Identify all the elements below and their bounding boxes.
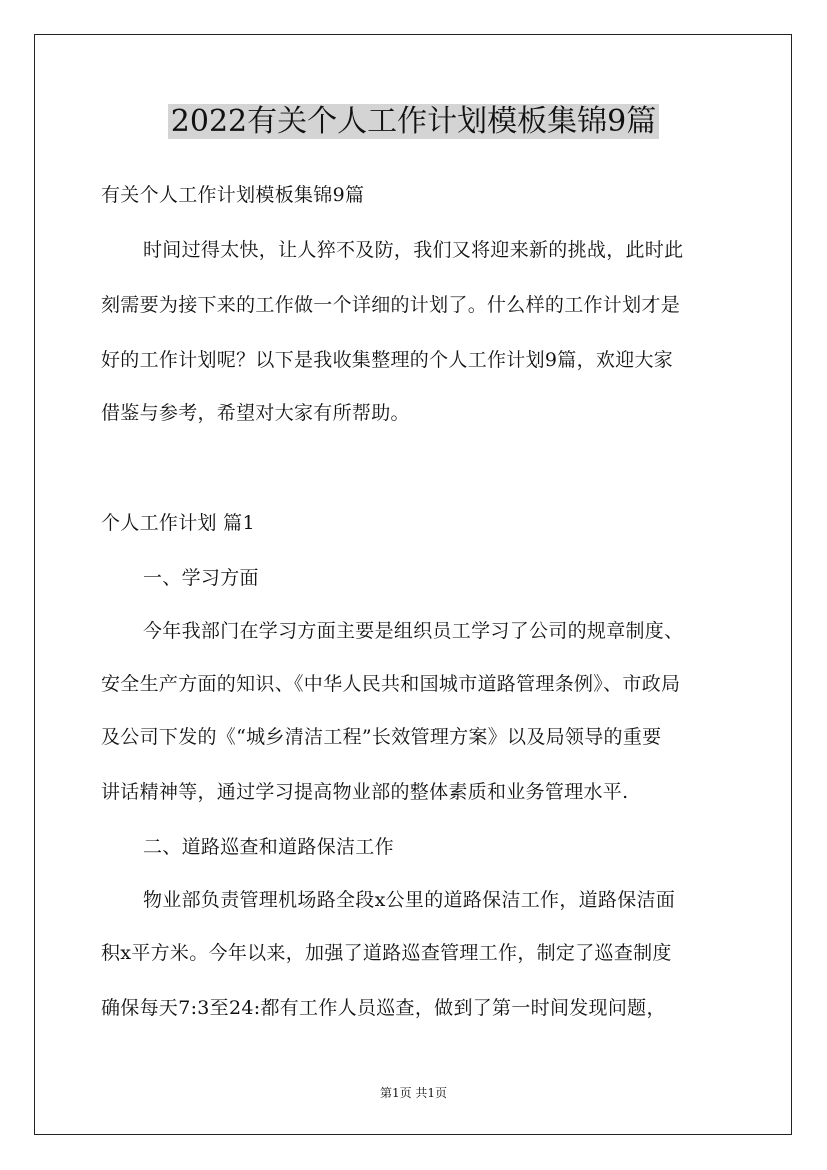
intro-line-2: 刻需要为接下来的工作做一个详细的计划了。什么样的工作计划才是: [101, 294, 681, 316]
document-subtitle: 有关个人工作计划模板集锦9篇: [101, 184, 365, 206]
page-footer: 第1页 共1页: [379, 1086, 448, 1100]
item2-line-2: 积x平方米。今年以来，加强了道路巡查管理工作，制定了巡查制度: [101, 942, 672, 964]
section-heading: 个人工作计划 篇1: [101, 512, 255, 534]
document-title: [0, 101, 827, 143]
item2-line-3: 确保每天7:3至24:都有工作人员巡查，做到了第一时间发现问题，: [101, 997, 666, 1019]
item1-line-3: 及公司下发的《“城乡清洁工程”长效管理方案》以及局领导的重要: [101, 726, 662, 748]
item1-line-4: 讲话精神等，通过学习提高物业部的整体素质和业务管理水平.: [101, 781, 629, 803]
item2-line-1: 物业部负责管理机场路全段x公里的道路保洁工作，道路保洁面: [143, 889, 676, 911]
item1-line-2: 安全生产方面的知识、《中华人民共和国城市道路管理条例》、市政局: [101, 673, 681, 695]
intro-line-1: [101, 235, 725, 262]
document-title-text: 2022有关个人工作计划模板集锦9篇: [168, 104, 659, 139]
intro-line-3: 好的工作计划呢？以下是我收集整理的个人工作计划9篇，欢迎大家: [101, 349, 674, 371]
item1-line-1: 今年我部门在学习方面主要是组织员工学习了公司的规章制度、: [143, 620, 684, 642]
intro-line-4: 借鉴与参考，希望对大家有所帮助。: [101, 402, 410, 424]
intro-line-1-text: 时间过得太快，让人猝不及防，我们又将迎来新的挑战，此时此: [143, 239, 684, 261]
item2-heading: 二、道路巡查和道路保洁工作: [143, 836, 394, 858]
item1-heading: 一、学习方面: [143, 567, 259, 589]
